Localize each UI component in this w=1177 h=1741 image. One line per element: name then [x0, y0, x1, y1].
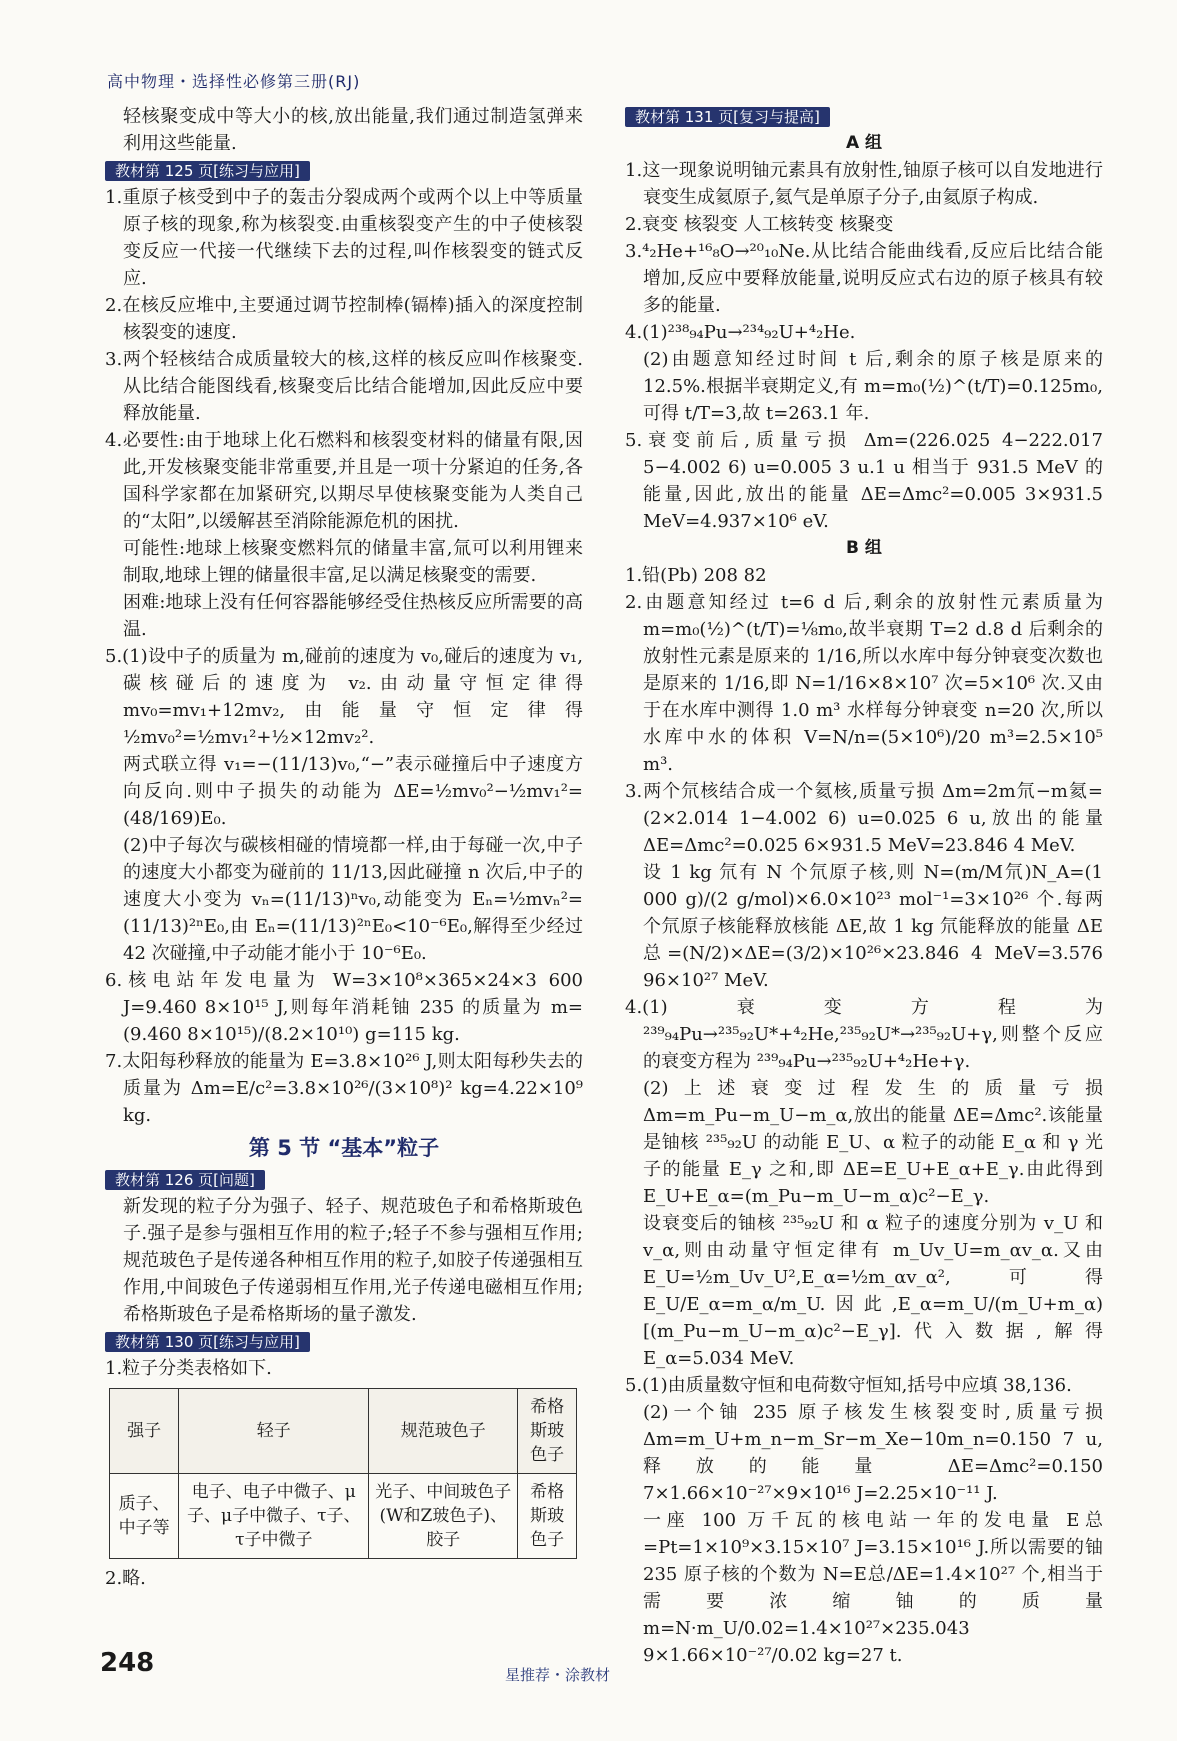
- answer-item: 1.这一现象说明铀元素具有放射性,铀原子核可以自发地进行衰变生成氦原子,氦气是单原子分子,由氦原子构成.: [625, 160, 1103, 208]
- answer-item: (2)一个铀 235 原子核发生核裂变时,质量亏损 Δm=m_U+m_n−m_Sr−m_Xe−10m_n=0.150 7 u,释放的能量 ΔE=Δmc²=0.150 7×1.66×10⁻²⁷×9×10¹⁶ J=2.25×10⁻¹¹ J.: [643, 1402, 1103, 1504]
- answer-item: 4.(1)²³⁸₉₄Pu→²³⁴₉₂U+⁴₂He.: [625, 322, 856, 343]
- running-header: 高中物理・选择性必修第三册(RJ): [107, 72, 361, 91]
- table-cell: 希格斯玻色子: [518, 1474, 577, 1559]
- left-column: [105, 103, 583, 1592]
- group-a-title: A 组: [845, 133, 883, 153]
- answer-item: 两式联立得 v₁=−(11/13)v₀,“−”表示碰撞后中子速度方向反向.则中子损失的动能为 ΔE=½mv₀²−½mv₁²=(48/169)E₀.: [123, 754, 583, 829]
- answer-item: 5.衰变前后,质量亏损 Δm=(226.025 4−222.017 5−4.002 6) u=0.005 3 u.1 u 相当于 931.5 MeV 的能量,因此,放出的能量 ΔE=Δmc²=0.005 3×931.5 MeV=4.937×10⁶ eV.: [625, 430, 1103, 532]
- section-tag-130: 教材第 130 页[练习与应用]: [105, 1332, 310, 1352]
- table-header: 规范玻色子: [369, 1389, 518, 1474]
- answer-item: 一座 100 万千瓦的核电站一年的发电量 E总=Pt=1×10⁹×3.15×10⁷ J=3.15×10¹⁶ J.所以需要的铀 235 原子核的个数为 N=E总/ΔE=1.4×10²⁷ 个,相当于需要浓缩铀的质量 m=N·m_U/0.02=1.4×10²⁷×235.043 9×1.66×10⁻²⁷/0.02 kg=27 t.: [643, 1510, 1103, 1666]
- section-title: 第 5 节 “基本”粒子: [248, 1136, 440, 1160]
- answer-item: 1.重原子核受到中子的轰击分裂成两个或两个以上中等质量原子核的现象,称为核裂变.由重核裂变产生的中子使核裂变反应一代接一代继续下去的过程,叫作核裂变的链式反应.: [105, 187, 583, 289]
- footer-brand: 星推荐・涂教材: [505, 1666, 611, 1684]
- answer-item: 2.在核反应堆中,主要通过调节控制棒(镉棒)插入的深度控制核裂变的速度.: [105, 295, 583, 343]
- table-header: 希格斯玻色子: [518, 1389, 577, 1474]
- table-header: 轻子: [179, 1389, 369, 1474]
- table-cell: 光子、中间玻色子(W和Z玻色子)、胶子: [369, 1474, 518, 1559]
- intro-text: 轻核聚变成中等大小的核,放出能量,我们通过制造氢弹来利用这些能量.: [123, 106, 583, 154]
- answer-item: 5.(1)设中子的质量为 m,碰前的速度为 v₀,碰后的速度为 v₁,碳核碰后的速度为 v₂.由动量守恒定律得 mv₀=mv₁+12mv₂,由能量守恒定律得 ½mv₀²=½mv₁²+½×12mv₂².: [105, 646, 583, 748]
- section-tag-125: 教材第 125 页[练习与应用]: [105, 161, 310, 181]
- group-b-title: B 组: [846, 538, 882, 558]
- answer-item: 4.(1)衰变方程为 ²³⁹₉₄Pu→²³⁵₉₂U*+⁴₂He,²³⁵₉₂U*→²³⁵₉₂U+γ,则整个反应的衰变方程为 ²³⁹₉₄Pu→²³⁵₉₂U+⁴₂He+γ.: [625, 997, 1103, 1072]
- answer-item: 1.铅(Pb) 208 82: [625, 565, 767, 586]
- answer-item: 1.粒子分类表格如下.: [105, 1358, 272, 1379]
- page-number: 248: [100, 1648, 155, 1678]
- answer-item: (2)由题意知经过时间 t 后,剩余的原子核是原来的 12.5%.根据半衰期定义,有 m=m₀(½)^(t/T)=0.125m₀,可得 t/T=3,故 t=263.1 年.: [643, 349, 1103, 424]
- answer-item: 设衰变后的铀核 ²³⁵₉₂U 和 α 粒子的速度分别为 v_U 和 v_α,则由动量守恒定律有 m_Uv_U=m_αv_α.又由 E_U=½m_Uv_U²,E_α=½m_αv_α²,可得 E_U/E_α=m_α/m_U.因此,E_α=m_U/(m_U+m_α)[(m_Pu−m_U−m_α)c²−E_γ].代入数据,解得 E_α=5.034 MeV.: [643, 1213, 1103, 1369]
- table-cell: 电子、电子中微子、μ子、μ子中微子、τ子、τ子中微子: [179, 1474, 369, 1559]
- table-header: 强子: [110, 1389, 179, 1474]
- answer-item: 3.两个氘核结合成一个氦核,质量亏损 Δm=2m氘−m氦=(2×2.014 1−4.002 6) u=0.025 6 u,放出的能量 ΔE=Δmc²=0.025 6×931.5 MeV=23.846 4 MeV.: [625, 781, 1103, 856]
- answer-text: 新发现的粒子分为强子、轻子、规范玻色子和希格斯玻色子.强子是参与强相互作用的粒子;轻子不参与强相互作用;规范玻色子是传递各种相互作用的粒子,如胶子传递强相互作用,中间玻色子传递弱相互作用,光子传递电磁相互作用;希格斯玻色子是希格斯场的量子激发.: [123, 1196, 583, 1325]
- particle-table: [109, 1388, 577, 1559]
- answer-item: 5.(1)由质量数守恒和电荷数守恒知,括号中应填 38,136.: [625, 1375, 1072, 1396]
- answer-item: 2.略.: [105, 1568, 146, 1589]
- answer-item: 6.核电站年发电量为 W=3×10⁸×365×24×3 600 J=9.460 8×10¹⁵ J,则每年消耗铀 235 的质量为 m=(9.460 8×10¹⁵)/(8.2×10¹⁰) g=115 kg.: [105, 970, 583, 1045]
- section-tag-131: 教材第 131 页[复习与提高]: [625, 107, 830, 127]
- answer-item: 可能性:地球上核聚变燃料氘的储量丰富,氚可以利用锂来制取,地球上锂的储量很丰富,足以满足核聚变的需要.: [123, 538, 583, 586]
- answer-item: 3.两个轻核结合成质量较大的核,这样的核反应叫作核聚变.从比结合能图线看,核聚变后比结合能增加,因此反应中要释放能量.: [105, 349, 583, 424]
- section-tag-126: 教材第 126 页[问题]: [105, 1170, 265, 1190]
- answer-item: 2.衰变 核裂变 人工核转变 核聚变: [625, 214, 894, 235]
- answer-item: 设 1 kg 氘有 N 个氘原子核,则 N=(m/M氘)N_A=(1 000 g)/(2 g/mol)×6.0×10²³ mol⁻¹=3×10²⁶ 个.每两个氘原子核能释放核能 ΔE,故 1 kg 氘能释放的能量 ΔE总=(N/2)×ΔE=(3/2)×10²⁶×23.846 4 MeV=3.576 96×10²⁷ MeV.: [643, 862, 1103, 991]
- answer-item: 3.⁴₂He+¹⁶₈O→²⁰₁₀Ne.从比结合能曲线看,反应后比结合能增加,反应中要释放能量,说明反应式右边的原子核具有较多的能量.: [625, 241, 1103, 316]
- answer-item: (2)中子每次与碳核相碰的情境都一样,由于每碰一次,中子的速度大小都变为碰前的 11/13,因此碰撞 n 次后,中子的速度大小变为 vₙ=(11/13)ⁿv₀,动能变为 Eₙ=½mvₙ²=(11/13)²ⁿE₀,由 Eₙ=(11/13)²ⁿE₀<10⁻⁶E₀,解得至少经过 42 次碰撞,中子动能才能小于 10⁻⁶E₀.: [123, 835, 583, 964]
- right-column: [625, 103, 1103, 1669]
- answer-item: 2.由题意知经过 t=6 d 后,剩余的放射性元素质量为 m=m₀(½)^(t/T)=⅛m₀,故半衰期 T=2 d.8 d 后剩余的放射性元素是原来的 1/16,所以水库中每分钟衰变次数也是原来的 1/16,即 N=1/16×8×10⁷ 次=5×10⁶ 次.又由于在水库中测得 1.0 m³ 水样每分钟衰变 n=20 次,所以水库中水的体积 V=N/n=(5×10⁶)/20 m³=2.5×10⁵ m³.: [625, 592, 1103, 775]
- answer-item: 4.必要性:由于地球上化石燃料和核裂变材料的储量有限,因此,开发核聚变能非常重要,并且是一项十分紧迫的任务,各国科学家都在加紧研究,以期尽早使核聚变能为人类自己的“太阳”,以缓解甚至消除能源危机的困扰.: [105, 430, 583, 532]
- answer-item: 7.太阳每秒释放的能量为 E=3.8×10²⁶ J,则太阳每秒失去的质量为 Δm=E/c²=3.8×10²⁶/(3×10⁸)² kg=4.22×10⁹ kg.: [105, 1051, 583, 1126]
- answer-item: (2)上述衰变过程发生的质量亏损 Δm=m_Pu−m_U−m_α,放出的能量 ΔE=Δmc².该能量是铀核 ²³⁵₉₂U 的动能 E_U、α 粒子的动能 E_α 和 γ 光子的能量 E_γ 之和,即 ΔE=E_U+E_α+E_γ.由此得到 E_U+E_α=(m_Pu−m_U−m_α)c²−E_γ.: [643, 1078, 1103, 1207]
- table-cell: 质子、中子等: [110, 1474, 179, 1559]
- answer-item: 困难:地球上没有任何容器能够经受住热核反应所需要的高温.: [123, 592, 583, 640]
